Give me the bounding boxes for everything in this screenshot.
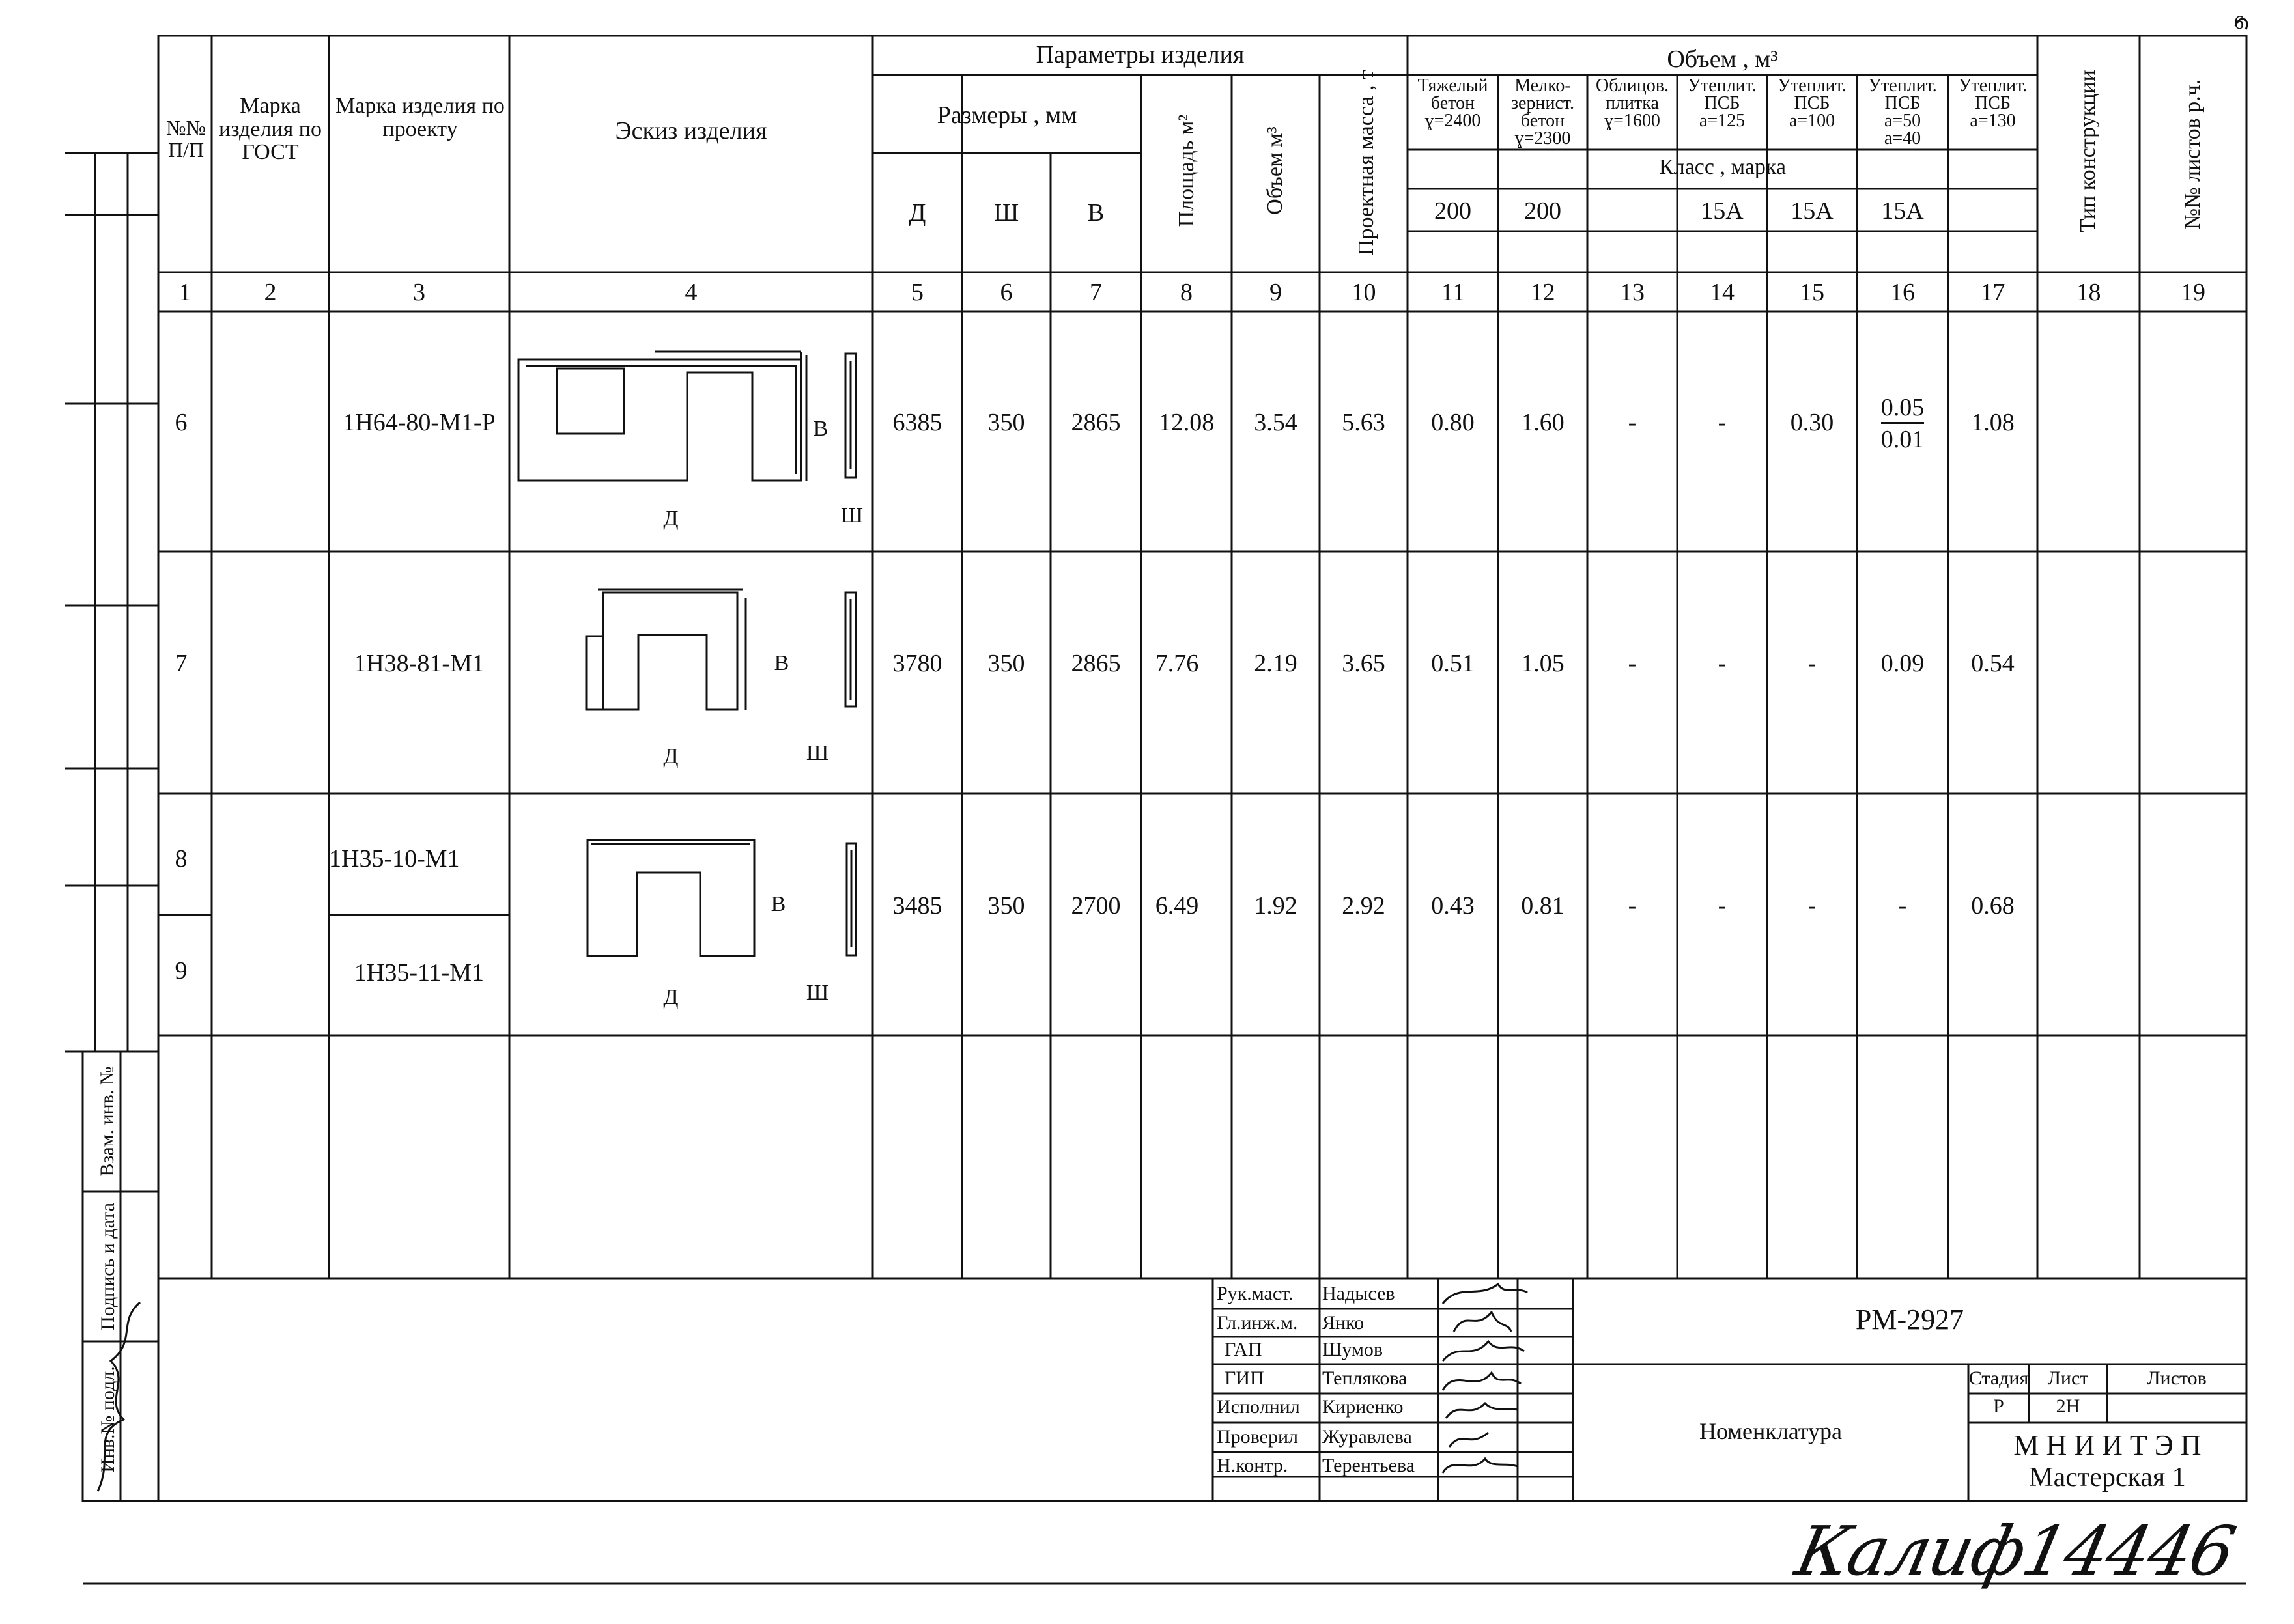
header-volume: Объем м³	[1263, 126, 1287, 215]
stamp-name: Кириенко	[1322, 1396, 1404, 1418]
class-value: 15А	[1791, 197, 1834, 225]
material-label: Тяжелый	[1417, 76, 1488, 96]
sheet-value: 2Н	[2056, 1395, 2080, 1417]
stage-value: Р	[1993, 1395, 2004, 1417]
material-label: а=100	[1789, 111, 1835, 131]
cell-c13: -	[1628, 650, 1637, 677]
header-mass: Проектная масса , т	[1354, 70, 1378, 255]
material-label: Утеплит.	[1688, 76, 1757, 96]
cell-sh: 350	[987, 650, 1025, 677]
sketch-label-v: В	[771, 892, 786, 916]
material-label: Облицов.	[1596, 76, 1669, 96]
col-number: 4	[685, 279, 698, 306]
header-params: Параметры изделия	[1036, 41, 1245, 68]
cell-c14: -	[1718, 409, 1727, 436]
material-label: Утеплит.	[1868, 76, 1937, 96]
cell-c17: 0.68	[1971, 892, 2015, 919]
cell-c12: 1.05	[1521, 650, 1565, 677]
cell-c16: 0.09	[1880, 650, 1925, 677]
cell-c13: -	[1628, 892, 1637, 919]
header-class-mark: Класс , марка	[1659, 155, 1786, 179]
header-sheets: №№ листов р.ч.	[2181, 79, 2205, 230]
cell-c12: 0.81	[1521, 892, 1565, 919]
material-label: ɣ=1600	[1604, 111, 1660, 131]
stamp-role: Гл.инж.м.	[1217, 1312, 1298, 1334]
material-label: а=130	[1970, 111, 2016, 131]
sketch-1n64-side	[845, 354, 856, 477]
material-label: Утеплит.	[1958, 76, 2028, 96]
stamp-name: Теплякова	[1322, 1367, 1408, 1389]
document-code: РМ-2927	[1855, 1304, 1964, 1336]
stamp-name: Журавлева	[1322, 1426, 1412, 1448]
material-label: бетон	[1430, 93, 1475, 113]
material-label: а=50	[1884, 111, 1921, 131]
header-mark-gost: Марка изделия по ГОСТ	[219, 94, 322, 165]
cell-c13: -	[1628, 409, 1637, 436]
col-number: 10	[1351, 279, 1376, 306]
col-number: 16	[1890, 279, 1915, 306]
col-number: 1	[178, 279, 191, 306]
header-dim-sh: Ш	[993, 199, 1019, 227]
document-title: Номенклатура	[1699, 1418, 1843, 1444]
cell-sh: 350	[987, 892, 1025, 919]
material-label: а=40	[1884, 128, 1921, 148]
cell-mass: 2.92	[1342, 892, 1385, 919]
sketch-1n64-front	[518, 352, 806, 481]
cell-area: 7.76	[1155, 650, 1199, 677]
sheet-header: Лист	[2047, 1367, 2089, 1389]
cell-c17: 1.08	[1971, 409, 2015, 436]
cell-d: 6385	[892, 409, 942, 436]
col-number: 19	[2181, 279, 2205, 306]
material-label: плитка	[1606, 93, 1659, 113]
sketch-label-v: В	[813, 417, 828, 441]
stamp-role: ГАП	[1225, 1339, 1262, 1360]
sketch-label-d: Д	[663, 507, 679, 531]
product-mark: 1Н64-80-М1-Р	[343, 409, 496, 436]
material-label: ɣ=2400	[1424, 111, 1481, 131]
sketch-label-sh: Ш	[806, 741, 829, 765]
cell-c15: 0.30	[1790, 409, 1834, 436]
cell-mass: 5.63	[1342, 409, 1385, 436]
sketch-1n38-front	[586, 589, 746, 710]
col-number: 12	[1530, 279, 1555, 306]
cell-sh: 350	[987, 409, 1025, 436]
cell-c15: -	[1807, 650, 1817, 677]
sketch-label-v: В	[774, 651, 789, 675]
stage-header: Стадия	[1968, 1367, 2029, 1389]
organization-workshop: Мастерская 1	[2029, 1463, 2186, 1492]
class-value: 200	[1434, 197, 1471, 225]
class-value: 15А	[1881, 197, 1924, 225]
header-dim-d: Д	[909, 199, 926, 227]
stamp-role: Проверил	[1217, 1426, 1298, 1448]
product-mark: 1Н38-81-М1	[354, 650, 485, 677]
vzam-inv-label: Взам. инв. №	[96, 1066, 118, 1177]
header-mark-project: Марка изделия по проекту	[335, 94, 505, 141]
cell-volume: 1.92	[1254, 892, 1297, 919]
col-number: 13	[1620, 279, 1645, 306]
col-number: 14	[1710, 279, 1735, 306]
product-mark: 1Н35-10-М1	[329, 845, 460, 873]
col-number: 8	[1180, 279, 1193, 306]
col-number: 2	[264, 279, 277, 306]
cell-v: 2865	[1071, 409, 1121, 436]
col-number: 7	[1090, 279, 1102, 306]
header-dim-v: В	[1087, 199, 1105, 227]
col-number: 15	[1800, 279, 1824, 306]
cell-c15: -	[1807, 892, 1817, 919]
cell-c11: 0.51	[1431, 650, 1475, 677]
sketch-1n35-front	[588, 840, 754, 956]
header-dimensions: Размеры , мм	[937, 102, 1077, 129]
cell-c11: 0.80	[1431, 409, 1475, 436]
cell-c16-top: 0.05	[1880, 394, 1925, 421]
stamp-name: Терентьева	[1322, 1455, 1415, 1476]
corner-mark: 6	[2234, 12, 2244, 33]
stamp-name: Надысев	[1322, 1283, 1395, 1304]
col-number: 11	[1441, 279, 1465, 306]
row-number: 9	[175, 957, 188, 985]
cell-v: 2865	[1071, 650, 1121, 677]
stamp-name: Янко	[1322, 1312, 1365, 1334]
cell-v: 2700	[1071, 892, 1121, 919]
cell-area: 12.08	[1158, 409, 1215, 436]
cell-mass: 3.65	[1342, 650, 1385, 677]
stamp-name: Шумов	[1322, 1339, 1383, 1360]
col-number: 17	[1980, 279, 2005, 306]
col-number: 18	[2076, 279, 2101, 306]
sketch-1n38-side	[845, 593, 856, 707]
row-number: 7	[175, 650, 188, 677]
header-type: Тип конструкции	[2076, 70, 2100, 232]
material-label: ПСБ	[1704, 93, 1740, 113]
stamp-role: Исполнил	[1217, 1396, 1300, 1418]
material-label: зернист.	[1510, 93, 1574, 113]
cell-c16-bottom: 0.01	[1880, 426, 1925, 453]
cell-c17: 0.54	[1971, 650, 2015, 677]
sketch-label-sh: Ш	[806, 981, 829, 1005]
cell-c12: 1.60	[1521, 409, 1565, 436]
stamp-role: ГИП	[1225, 1367, 1264, 1389]
cell-d: 3780	[892, 650, 942, 677]
cell-c14: -	[1718, 892, 1727, 919]
class-value: 15А	[1701, 197, 1744, 225]
inv-pod-label: Инв.№ подл.	[97, 1366, 119, 1473]
cell-c16: -	[1898, 892, 1907, 919]
product-mark: 1Н35-11-М1	[354, 959, 485, 987]
material-label: а=125	[1699, 111, 1746, 131]
sketch-label-d: Д	[663, 744, 679, 768]
cell-c11: 0.43	[1431, 892, 1475, 919]
sheets-header: Листов	[2147, 1367, 2207, 1389]
handwritten-inventory: Калиф14446	[1789, 1511, 2241, 1591]
cell-volume: 2.19	[1254, 650, 1297, 677]
stamp-role: Н.контр.	[1217, 1455, 1288, 1476]
sketch-1n35-side	[847, 843, 856, 955]
col-number: 9	[1269, 279, 1282, 306]
row-number: 6	[175, 409, 188, 436]
material-label: бетон	[1520, 111, 1565, 131]
material-label: ПСБ	[1884, 93, 1921, 113]
header-volume-group: Объем , м³	[1667, 46, 1778, 73]
col-number: 6	[1000, 279, 1013, 306]
stamp-role: Рук.маст.	[1217, 1283, 1294, 1304]
material-label: ПСБ	[1794, 93, 1830, 113]
cell-area: 6.49	[1155, 892, 1199, 919]
cell-d: 3485	[892, 892, 942, 919]
material-label: ПСБ	[1975, 93, 2011, 113]
signatures	[98, 19, 2247, 1491]
header-num: №№ П/П	[165, 116, 206, 161]
col-number: 5	[911, 279, 924, 306]
material-label: Мелко-	[1514, 76, 1571, 96]
fraction-bar	[1881, 422, 1924, 424]
row-number: 8	[175, 845, 188, 873]
cell-volume: 3.54	[1254, 409, 1297, 436]
sketch-label-sh: Ш	[840, 503, 864, 527]
header-sketch: Эскиз изделия	[615, 117, 767, 145]
cell-c14: -	[1718, 650, 1727, 677]
sketch-label-d: Д	[663, 985, 679, 1009]
header-area: Площадь м²	[1174, 114, 1198, 227]
material-label: Утеплит.	[1777, 76, 1847, 96]
organization-name: М Н И И Т Э П	[2013, 1429, 2202, 1461]
col-number: 3	[413, 279, 425, 306]
material-label: ɣ=2300	[1514, 128, 1571, 148]
class-value: 200	[1524, 197, 1561, 225]
sign-date-label: Подпись и дата	[97, 1203, 119, 1330]
